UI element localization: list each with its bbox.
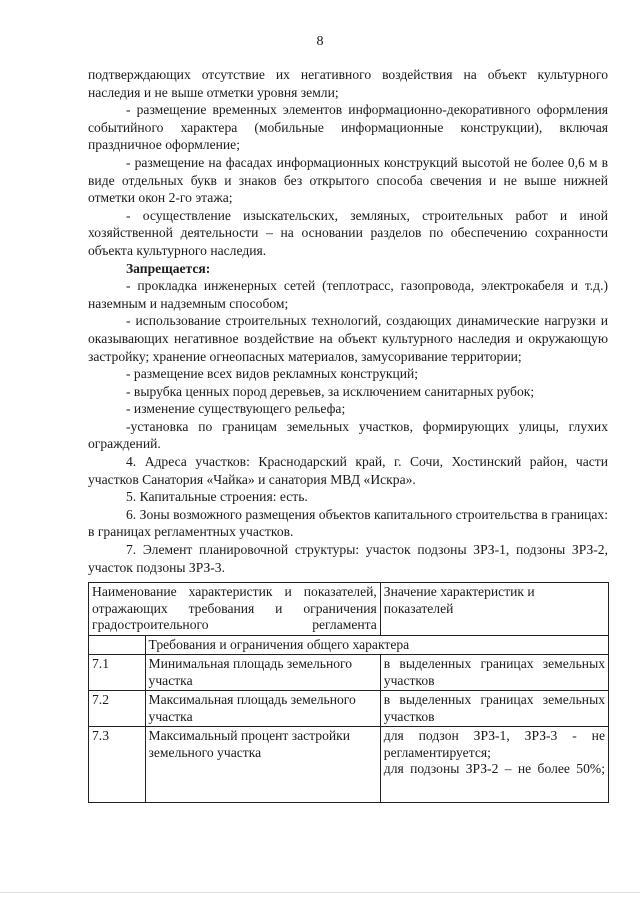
paragraph: - размещение всех видов рекламных конструкций;: [126, 366, 419, 382]
row-number: 7.1: [89, 655, 146, 691]
document-body: [88, 66, 608, 576]
row-value: в выделенных границах земельных участков: [380, 655, 608, 691]
requirements-table: [88, 582, 609, 803]
paragraph: подтверждающих отсутствие их негативного воздействия на объект культурного наследия и не выше отметки уровня земли;: [88, 67, 608, 100]
page-number: 8: [316, 34, 324, 49]
paragraph: - осуществление изыскательских, земляных, строительных работ и иной хозяйственной деятельности – на основании разделов по обеспечению сохранности объекта культурного наследия.: [88, 207, 608, 258]
section-cell: Требования и ограничения общего характера: [145, 635, 608, 655]
row-name: Максимальный процент застройки земельного участка: [145, 727, 380, 803]
paragraph: - изменение существующего рельефа;: [126, 401, 346, 417]
paragraph: - использование строительных технологий, создающих динамические нагрузки и оказывающих негативное воздействие на объект культурного наследия и окружающую застройку; хранение огнеопасных материалов, замусоривание территории;: [88, 313, 608, 364]
header-left-cell: Наименование характеристик и показателей, отражающих требования и ограничения градостроительного регламента: [89, 583, 381, 636]
section-empty-cell: [89, 635, 146, 655]
paragraph: 5. Капитальные строения: есть.: [126, 489, 308, 505]
table-row: [89, 691, 609, 727]
row-value-line: для подзоны ЗРЗ-2 – не более 50%;: [383, 761, 605, 776]
table-header-row: [89, 583, 609, 636]
paragraph: 6. Зоны возможного размещения объектов капитального строительства в границах: в границах регламентных участков.: [88, 506, 608, 540]
table-section-row: [89, 635, 609, 655]
header-right-cell: Значение характеристик и показателей: [380, 583, 608, 636]
row-name: Минимальная площадь земельного участка: [145, 655, 380, 691]
table-row: [89, 655, 609, 691]
row-name: Максимальная площадь земельного участка: [145, 691, 380, 727]
paragraph: 7. Элемент планировочной структуры: участок подзоны ЗРЗ-1, подзоны ЗРЗ-2, участок подзоны ЗРЗ-3.: [88, 542, 608, 575]
table-row: [89, 727, 609, 803]
page-bottom-edge: [0, 892, 640, 893]
paragraph: - размещение на фасадах информационных конструкций высотой не более 0,6 м в виде отдельных букв и знаков без открытого способа свечения и не выше нижней отметки окон 2-го этажа;: [88, 154, 608, 206]
paragraph: - размещение временных элементов информационно-декоративного оформления событийного характера (мобильные информационные конструкции), включая праздничное оформление;: [88, 102, 608, 153]
prohibited-heading: Запрещается:: [126, 260, 211, 276]
row-value: в выделенных границах земельных участков: [380, 691, 608, 727]
paragraph: 4. Адреса участков: Краснодарский край, г. Сочи, Хостинский район, части участков Санатория «Чайка» и санатория МВД «Искра».: [88, 454, 608, 487]
row-value: [380, 727, 608, 803]
row-value-line: для подзон ЗРЗ-1, ЗРЗ-3 - не регламентируется;: [383, 728, 605, 760]
row-number: 7.3: [89, 727, 146, 803]
paragraph: -установка по границам земельных участков, формирующих улицы, глухих ограждений.: [88, 418, 608, 452]
paragraph: - прокладка инженерных сетей (теплотрасс, газопровода, электрокабеля и т.д.) наземным и надземным способом;: [88, 278, 608, 311]
paragraph: - вырубка ценных пород деревьев, за исключением санитарных рубок;: [126, 383, 535, 399]
row-number: 7.2: [89, 691, 146, 727]
